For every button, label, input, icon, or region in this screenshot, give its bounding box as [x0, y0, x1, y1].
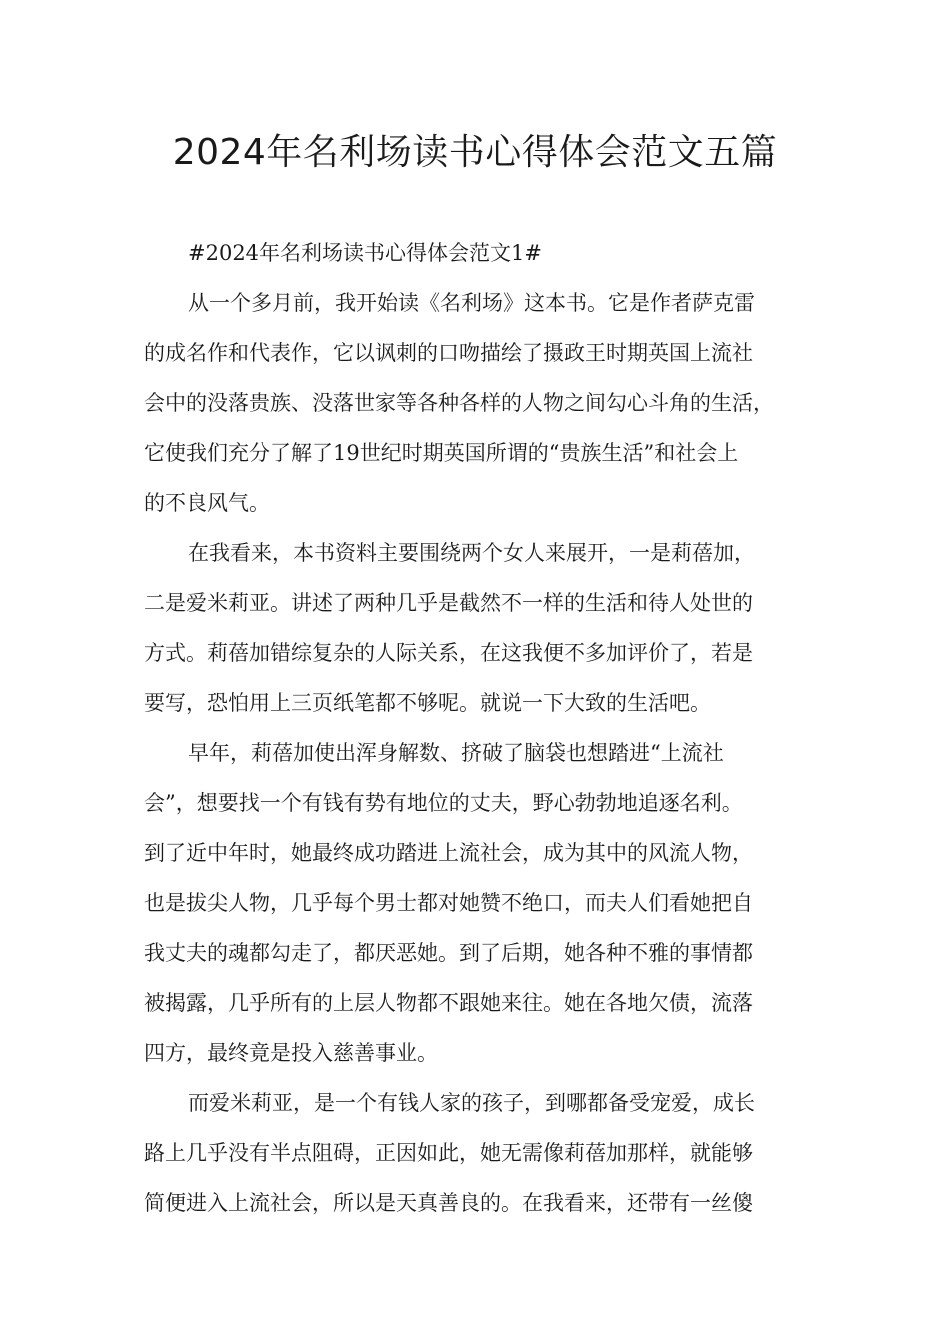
paragraph-line: 四方，最终竟是投入慈善事业。 [144, 1041, 438, 1065]
paragraph-line: 路上几乎没有半点阻碍，正因如此，她无需像莉蓓加那样，就能够 [144, 1141, 753, 1165]
paragraph-line: 早年，莉蓓加使出浑身解数、挤破了脑袋也想踏进“上流社 [188, 741, 724, 765]
paragraph-4 [144, 1078, 820, 1228]
paragraph-line: 的成名作和代表作，它以讽刺的口吻描绘了摄政王时期英国上流社 [144, 341, 753, 365]
paragraph-2 [144, 528, 820, 728]
paragraph-line: 二是爱米莉亚。讲述了两种几乎是截然不一样的生活和待人处世的 [144, 591, 753, 615]
document-body [144, 228, 820, 1228]
paragraph-line: 而爱米莉亚，是一个有钱人家的孩子，到哪都备受宠爱，成长 [188, 1091, 755, 1115]
paragraph-line: 的不良风气。 [144, 491, 270, 515]
paragraph-1 [144, 278, 820, 528]
document-title: 2024年名利场读书心得体会范文五篇 [172, 132, 778, 173]
paragraph-line: 从一个多月前，我开始读《名利场》这本书。它是作者萨克雷 [188, 291, 755, 315]
paragraph-line: 简便进入上流社会，所以是天真善良的。在我看来，还带有一丝傻 [144, 1191, 753, 1215]
paragraph-line: 到了近中年时，她最终成功踏进上流社会，成为其中的风流人物， [144, 841, 753, 865]
section-heading-text: #2024年名利场读书心得体会范文1# [188, 241, 542, 265]
paragraph-line: 也是拔尖人物，几乎每个男士都对她赞不绝口，而夫人们看她把自 [144, 891, 753, 915]
paragraph-line: 被揭露，几乎所有的上层人物都不跟她来往。她在各地欠债，流落 [144, 991, 753, 1015]
paragraph-line: 会”，想要找一个有钱有势有地位的丈夫，野心勃勃地追逐名利。 [144, 791, 743, 815]
section-heading [144, 228, 820, 278]
paragraph-line: 会中的没落贵族、没落世家等各种各样的人物之间勾心斗角的生活， [144, 391, 774, 415]
paragraph-line: 要写，恐怕用上三页纸笔都不够呢。就说一下大致的生活吧。 [144, 691, 711, 715]
paragraph-line: 我丈夫的魂都勾走了，都厌恶她。到了后期，她各种不雅的事情都 [144, 941, 753, 965]
paragraph-3 [144, 728, 820, 1078]
paragraph-line: 在我看来，本书资料主要围绕两个女人来展开，一是莉蓓加， [188, 541, 755, 565]
paragraph-line: 它使我们充分了解了19世纪时期英国所谓的“贵族生活”和社会上 [144, 441, 739, 465]
paragraph-line: 方式。莉蓓加错综复杂的人际关系，在这我便不多加评价了，若是 [144, 641, 753, 665]
